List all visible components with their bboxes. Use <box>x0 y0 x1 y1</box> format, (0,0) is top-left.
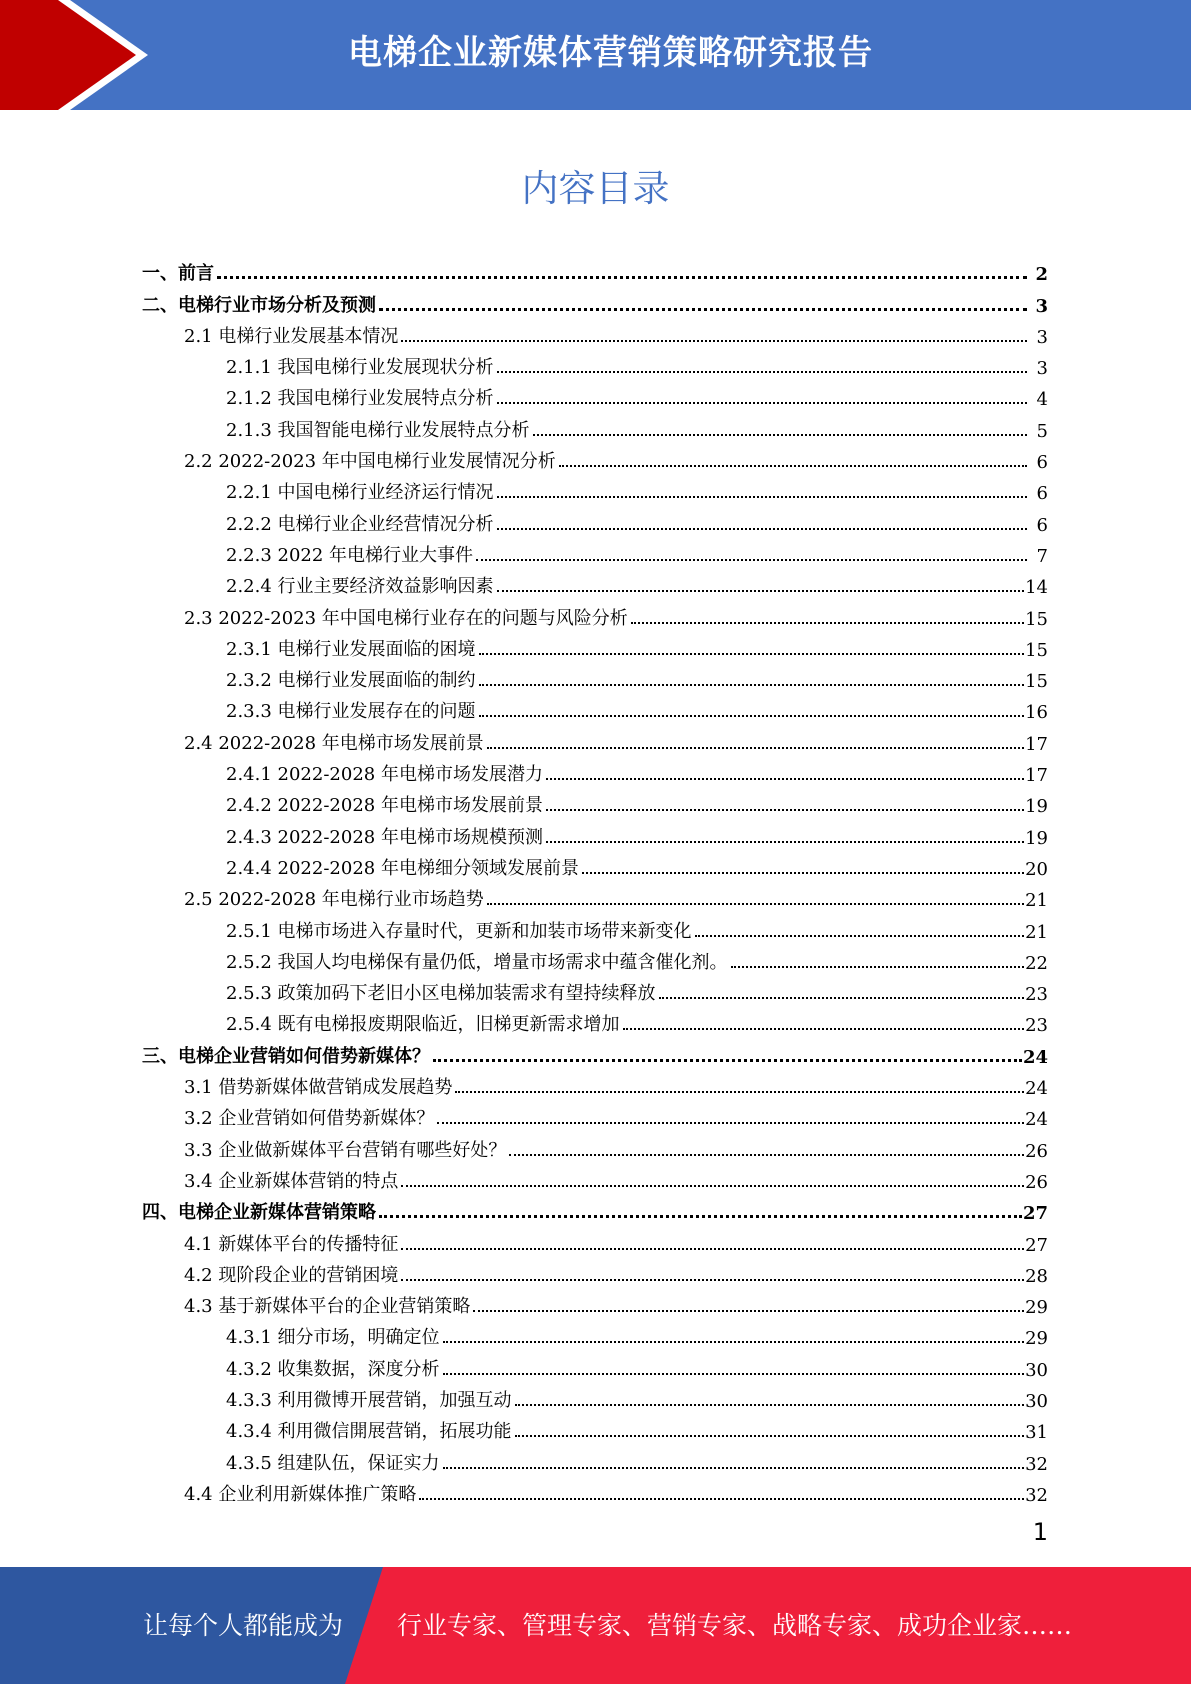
toc-entry-page: 6 <box>1036 452 1048 474</box>
toc-entry[interactable] <box>142 598 1048 629</box>
toc-entry-page: 29 <box>1025 1297 1048 1319</box>
table-of-contents <box>142 254 1048 1506</box>
toc-entry[interactable] <box>142 317 1048 348</box>
toc-entry-title: 4.3 基于新媒体平台的企业营销策略 <box>184 1296 471 1318</box>
toc-entry-page: 4 <box>1036 389 1048 411</box>
toc-entry-page: 15 <box>1025 608 1048 630</box>
dot-leader <box>509 1154 1024 1156</box>
toc-entry-page: 30 <box>1025 1390 1048 1412</box>
toc-entry[interactable] <box>142 567 1048 598</box>
dot-leader <box>497 496 1027 498</box>
dot-leader <box>479 653 1025 655</box>
toc-entry-page: 24 <box>1025 1109 1048 1131</box>
dot-leader <box>401 1279 1024 1281</box>
toc-entry[interactable] <box>142 536 1048 567</box>
toc-entry-title: 4.1 新媒体平台的传播特征 <box>184 1233 399 1255</box>
toc-entry[interactable] <box>142 1381 1048 1412</box>
toc-entry-title: 2.4.3 2022-2028 年电梯市场规模预测 <box>226 826 543 848</box>
toc-entry-page: 15 <box>1025 671 1048 693</box>
toc-entry[interactable] <box>142 473 1048 504</box>
toc-entry-page: 31 <box>1025 1422 1048 1444</box>
toc-entry-page: 17 <box>1025 733 1048 755</box>
footer-slogan: 让每个人都能成为 <box>143 1611 344 1640</box>
toc-entry-title: 3.2 企业营销如何借势新媒体？ <box>184 1108 435 1130</box>
toc-entry[interactable] <box>142 348 1048 379</box>
toc-entry[interactable] <box>142 1287 1048 1318</box>
dot-leader <box>433 1059 1022 1062</box>
toc-entry-page: 23 <box>1025 1015 1048 1037</box>
toc-entry-title: 4.3.2 收集数据，深度分析 <box>226 1358 440 1380</box>
toc-entry-page: 23 <box>1025 984 1048 1006</box>
toc-entry-title: 2.5 2022-2028 年电梯行业市场趋势 <box>184 889 484 911</box>
toc-entry-title: 2.2 2022-2023 年中国电梯行业发展情况分析 <box>184 451 556 473</box>
toc-entry[interactable] <box>142 723 1048 754</box>
toc-entry-title: 2.1 电梯行业发展基本情况 <box>184 325 399 347</box>
dot-leader <box>631 622 1024 624</box>
toc-entry[interactable] <box>142 692 1048 723</box>
dot-leader <box>443 1467 1025 1469</box>
toc-entry-page: 2 <box>1035 264 1048 286</box>
dot-leader <box>217 276 1027 279</box>
toc-entry[interactable] <box>142 817 1048 848</box>
toc-entry-page: 26 <box>1025 1140 1048 1162</box>
footer-roles: 行业专家、管理专家、营销专家、战略专家、成功企业家…… <box>397 1611 1073 1640</box>
toc-entry-page: 27 <box>1022 1203 1048 1225</box>
dot-leader <box>437 1122 1024 1124</box>
toc-entry-page: 14 <box>1025 577 1048 599</box>
toc-entry-title: 2.4.4 2022-2028 年电梯细分领域发展前景 <box>226 857 579 879</box>
toc-entry[interactable] <box>142 1130 1048 1161</box>
dot-leader <box>659 997 1025 999</box>
toc-entry-page: 17 <box>1025 765 1048 787</box>
dot-leader <box>455 1091 1024 1093</box>
dot-leader <box>497 371 1027 373</box>
dot-leader <box>443 1341 1025 1343</box>
toc-entry-title: 3.3 企业做新媒体平台营销有哪些好处？ <box>184 1139 507 1161</box>
dot-leader <box>476 559 1027 561</box>
toc-entry[interactable] <box>142 1162 1048 1193</box>
toc-entry[interactable] <box>142 1099 1048 1130</box>
toc-entry-title: 2.1.1 我国电梯行业发展现状分析 <box>226 357 494 379</box>
toc-entry-title: 一、前言 <box>142 263 214 285</box>
toc-entry-page: 22 <box>1025 952 1048 974</box>
toc-entry-title: 2.4.1 2022-2028 年电梯市场发展潜力 <box>226 764 543 786</box>
dot-leader <box>731 966 1025 968</box>
toc-entry[interactable] <box>142 1193 1048 1224</box>
dot-leader <box>546 841 1024 843</box>
toc-entry[interactable] <box>142 254 1048 285</box>
toc-entry-title: 2.2.4 行业主要经济效益影响因素 <box>226 576 494 598</box>
dot-leader <box>487 747 1024 749</box>
dot-leader <box>695 935 1025 937</box>
toc-entry-title: 2.2.2 电梯行业企业经营情况分析 <box>226 513 494 535</box>
toc-entry[interactable] <box>142 442 1048 473</box>
report-title: 电梯企业新媒体营销策略研究报告 <box>348 33 873 73</box>
toc-entry-page: 24 <box>1022 1046 1048 1068</box>
toc-entry-page: 19 <box>1025 796 1048 818</box>
dot-leader <box>379 308 1027 311</box>
toc-entry-page: 7 <box>1036 545 1048 567</box>
dot-leader <box>497 402 1027 404</box>
toc-entry-page: 21 <box>1025 890 1048 912</box>
toc-entry[interactable] <box>142 661 1048 692</box>
toc-entry-page: 16 <box>1025 702 1048 724</box>
toc-entry[interactable] <box>142 504 1048 535</box>
dot-leader <box>379 1215 1022 1218</box>
toc-entry-title: 4.3.4 利用微信開展营销，拓展功能 <box>226 1421 512 1443</box>
toc-entry[interactable] <box>142 1443 1048 1474</box>
toc-entry-page: 24 <box>1025 1078 1048 1100</box>
dot-leader <box>515 1404 1025 1406</box>
dot-leader <box>473 1310 1024 1312</box>
dot-leader <box>401 340 1027 342</box>
footer-band <box>0 1567 1191 1684</box>
toc-entry[interactable] <box>142 1068 1048 1099</box>
toc-entry-title: 2.5.1 电梯市场进入存量时代，更新和加装市场带来新变化 <box>226 920 692 942</box>
toc-entry-title: 2.5.4 既有电梯报废期限临近，旧梯更新需求增加 <box>226 1014 620 1036</box>
dot-leader <box>546 809 1024 811</box>
dot-leader <box>515 1435 1025 1437</box>
toc-entry[interactable] <box>142 849 1048 880</box>
toc-entry[interactable] <box>142 1349 1048 1380</box>
toc-entry[interactable] <box>142 1036 1048 1067</box>
toc-entry-title: 2.2.1 中国电梯行业经济运行情况 <box>226 482 494 504</box>
dot-leader <box>479 684 1025 686</box>
toc-entry-title: 2.3.3 电梯行业发展存在的问题 <box>226 701 476 723</box>
toc-entry[interactable] <box>142 1256 1048 1287</box>
toc-entry-title: 二、电梯行业市场分析及预测 <box>142 294 376 316</box>
toc-entry-title: 4.3.3 利用微博开展营销，加强互动 <box>226 1389 512 1411</box>
dot-leader <box>401 1185 1024 1187</box>
toc-entry-page: 21 <box>1025 921 1048 943</box>
toc-entry-title: 2.5.3 政策加码下老旧小区电梯加装需求有望持续释放 <box>226 983 656 1005</box>
toc-entry-page: 19 <box>1025 827 1048 849</box>
toc-entry-title: 2.3 2022-2023 年中国电梯行业存在的问题与风险分析 <box>184 607 628 629</box>
toc-entry-title: 4.4 企业利用新媒体推广策略 <box>184 1483 417 1505</box>
toc-entry-page: 29 <box>1025 1328 1048 1350</box>
toc-heading: 内容目录 <box>521 167 670 210</box>
toc-entry[interactable] <box>142 630 1048 661</box>
dot-leader <box>487 903 1024 905</box>
dot-leader <box>533 434 1027 436</box>
toc-entry[interactable] <box>142 285 1048 316</box>
toc-entry-title: 4.3.1 细分市场，明确定位 <box>226 1327 440 1349</box>
toc-entry-title: 2.3.2 电梯行业发展面临的制约 <box>226 670 476 692</box>
toc-entry-title: 2.1.2 我国电梯行业发展特点分析 <box>226 388 494 410</box>
dot-leader <box>582 872 1024 874</box>
toc-entry-page: 30 <box>1025 1359 1048 1381</box>
toc-entry-page: 27 <box>1025 1234 1048 1256</box>
toc-entry-page: 6 <box>1036 514 1048 536</box>
toc-entry-title: 四、电梯企业新媒体营销策略 <box>142 1202 376 1224</box>
toc-entry[interactable] <box>142 974 1048 1005</box>
toc-entry[interactable] <box>142 410 1048 441</box>
toc-entry-page: 15 <box>1025 639 1048 661</box>
toc-entry[interactable] <box>142 379 1048 410</box>
toc-entry[interactable] <box>142 911 1048 942</box>
toc-entry-page: 28 <box>1025 1265 1048 1287</box>
toc-entry[interactable] <box>142 943 1048 974</box>
toc-entry-page: 26 <box>1025 1171 1048 1193</box>
toc-entry-title: 2.5.2 我国人均电梯保有量仍低，增量市场需求中蕴含催化剂。 <box>226 951 728 973</box>
toc-entry-page: 3 <box>1036 358 1048 380</box>
dot-leader <box>401 1248 1024 1250</box>
dot-leader <box>623 1028 1025 1030</box>
toc-entry-title: 2.3.1 电梯行业发展面临的困境 <box>226 638 476 660</box>
dot-leader <box>497 528 1027 530</box>
toc-entry-title: 3.1 借势新媒体做营销成发展趋势 <box>184 1077 453 1099</box>
toc-entry[interactable] <box>142 786 1048 817</box>
page-number: 1 <box>1032 1518 1048 1546</box>
toc-entry-title: 3.4 企业新媒体营销的特点 <box>184 1170 399 1192</box>
toc-entry[interactable] <box>142 1224 1048 1255</box>
toc-entry[interactable] <box>142 755 1048 786</box>
toc-entry[interactable] <box>142 1318 1048 1349</box>
toc-entry-title: 2.4 2022-2028 年电梯市场发展前景 <box>184 732 484 754</box>
toc-entry-title: 4.3.5 组建队伍，保证实力 <box>226 1452 440 1474</box>
toc-entry-title: 4.2 现阶段企业的营销困境 <box>184 1264 399 1286</box>
header-band <box>0 0 1191 110</box>
toc-entry-title: 2.4.2 2022-2028 年电梯市场发展前景 <box>226 795 543 817</box>
dot-leader <box>479 715 1025 717</box>
dot-leader <box>559 465 1027 467</box>
dot-leader <box>419 1498 1024 1500</box>
toc-entry-page: 5 <box>1036 420 1048 442</box>
toc-entry-title: 2.2.3 2022 年电梯行业大事件 <box>226 544 474 566</box>
toc-entry[interactable] <box>142 1412 1048 1443</box>
dot-leader <box>546 778 1024 780</box>
toc-entry[interactable] <box>142 1005 1048 1036</box>
toc-entry[interactable] <box>142 1475 1048 1506</box>
toc-entry-title: 三、电梯企业营销如何借势新媒体？ <box>142 1045 430 1067</box>
toc-entry[interactable] <box>142 880 1048 911</box>
dot-leader <box>497 590 1025 592</box>
toc-entry-page: 32 <box>1025 1484 1048 1506</box>
toc-entry-page: 32 <box>1025 1453 1048 1475</box>
dot-leader <box>443 1373 1025 1375</box>
toc-entry-title: 2.1.3 我国智能电梯行业发展特点分析 <box>226 419 530 441</box>
toc-entry-page: 6 <box>1036 483 1048 505</box>
toc-entry-page: 3 <box>1035 295 1048 317</box>
toc-entry-page: 20 <box>1025 858 1048 880</box>
toc-entry-page: 3 <box>1036 326 1048 348</box>
